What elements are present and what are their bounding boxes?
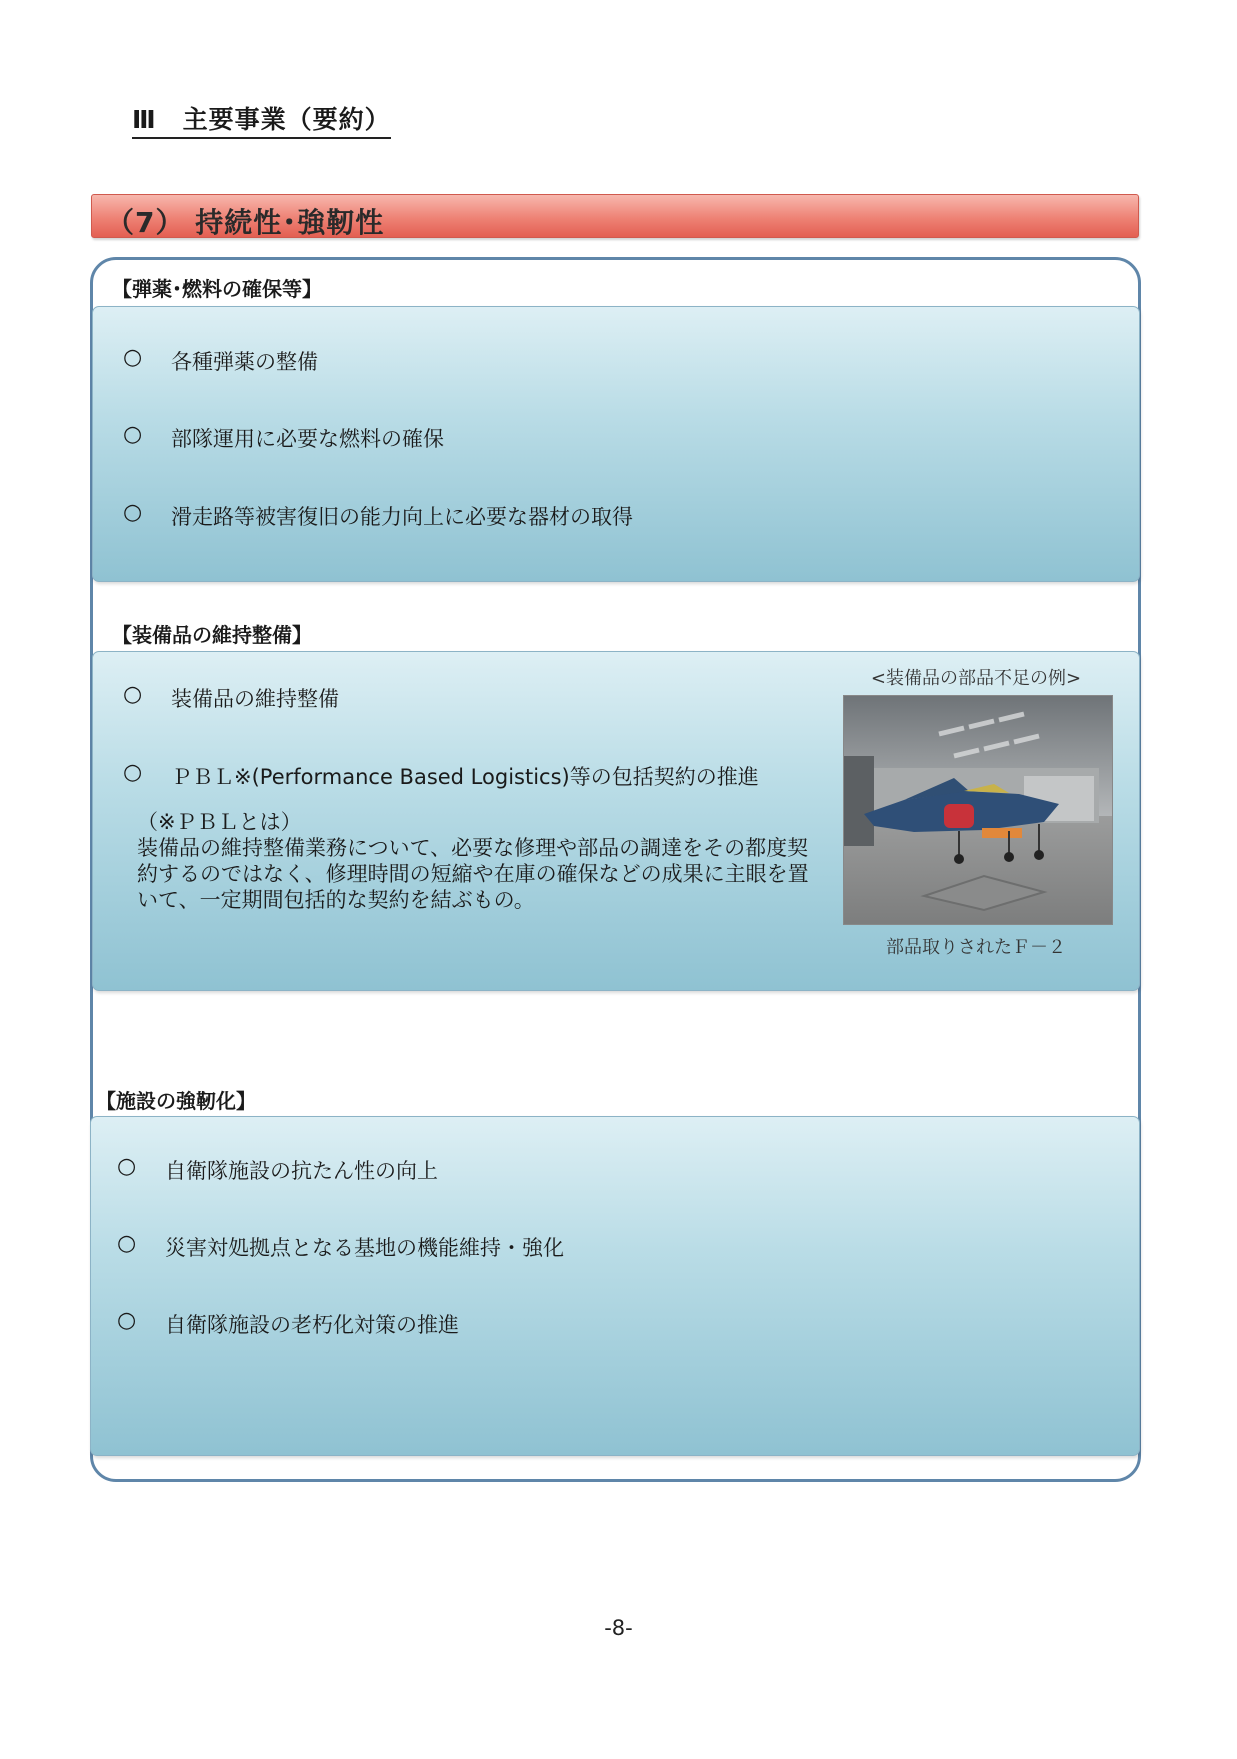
list-item-text: 自衛隊施設の老朽化対策の推進 — [165, 1313, 459, 1337]
photo-caption-bottom: 部品取りされたＦ－２ — [886, 937, 1066, 958]
list-item-text: 装備品の維持整備 — [171, 687, 339, 711]
pbl-note-body: 装備品の維持整備業務について、必要な修理や部品の調達をその都度契約するのではなく、修理時間の短縮や在庫の確保などの成果に主眼を置いて、一定期間包括的な契約を結ぶもの。 — [137, 836, 809, 912]
aircraft-photo — [843, 695, 1113, 925]
list-item-text: ＰＢＬ※(Performance Based Logistics)等の包括契約の推進 — [171, 765, 759, 789]
panel-facility-resilience — [90, 1116, 1140, 1456]
bullet-mark: ○ — [123, 760, 143, 785]
photo-caption-top: <装備品の部品不足の例> — [870, 668, 1082, 689]
pbl-note-heading: （※ＰＢＬとは） — [137, 810, 302, 834]
group-label-ammunition-fuel: 【弾薬･燃料の確保等】 — [112, 277, 322, 301]
group-label-facility-resilience: 【施設の強靭化】 — [96, 1089, 256, 1113]
list-item-text: 自衛隊施設の抗たん性の向上 — [165, 1159, 438, 1183]
bullet-mark: ○ — [117, 1154, 137, 1179]
bullet-mark: ○ — [123, 500, 143, 525]
bullet-mark: ○ — [117, 1231, 137, 1256]
panel-equipment-maintenance — [92, 651, 1140, 991]
bullet-mark: ○ — [123, 682, 143, 707]
pbl-note — [137, 809, 817, 913]
list-item-text: 各種弾薬の整備 — [171, 350, 318, 374]
bullet-mark: ○ — [123, 422, 143, 447]
bullet-mark: ○ — [123, 345, 143, 370]
chapter-heading: Ⅲ 主要事業（要約） — [132, 100, 391, 139]
bullet-mark: ○ — [117, 1308, 137, 1333]
list-item-text: 滑走路等被害復旧の能力向上に必要な器材の取得 — [171, 505, 633, 529]
list-item-text: 部隊運用に必要な燃料の確保 — [171, 427, 444, 451]
hangar-aircraft-image — [844, 696, 1113, 925]
group-label-equipment-maintenance: 【装備品の維持整備】 — [112, 623, 312, 647]
panel-ammunition-fuel — [92, 306, 1140, 582]
list-item-text: 災害対処拠点となる基地の機能維持・強化 — [165, 1236, 564, 1260]
section-title: （7） 持続性･強靭性 — [106, 206, 385, 239]
page-number: -8- — [604, 1616, 633, 1640]
section-header-bar — [91, 194, 1139, 238]
